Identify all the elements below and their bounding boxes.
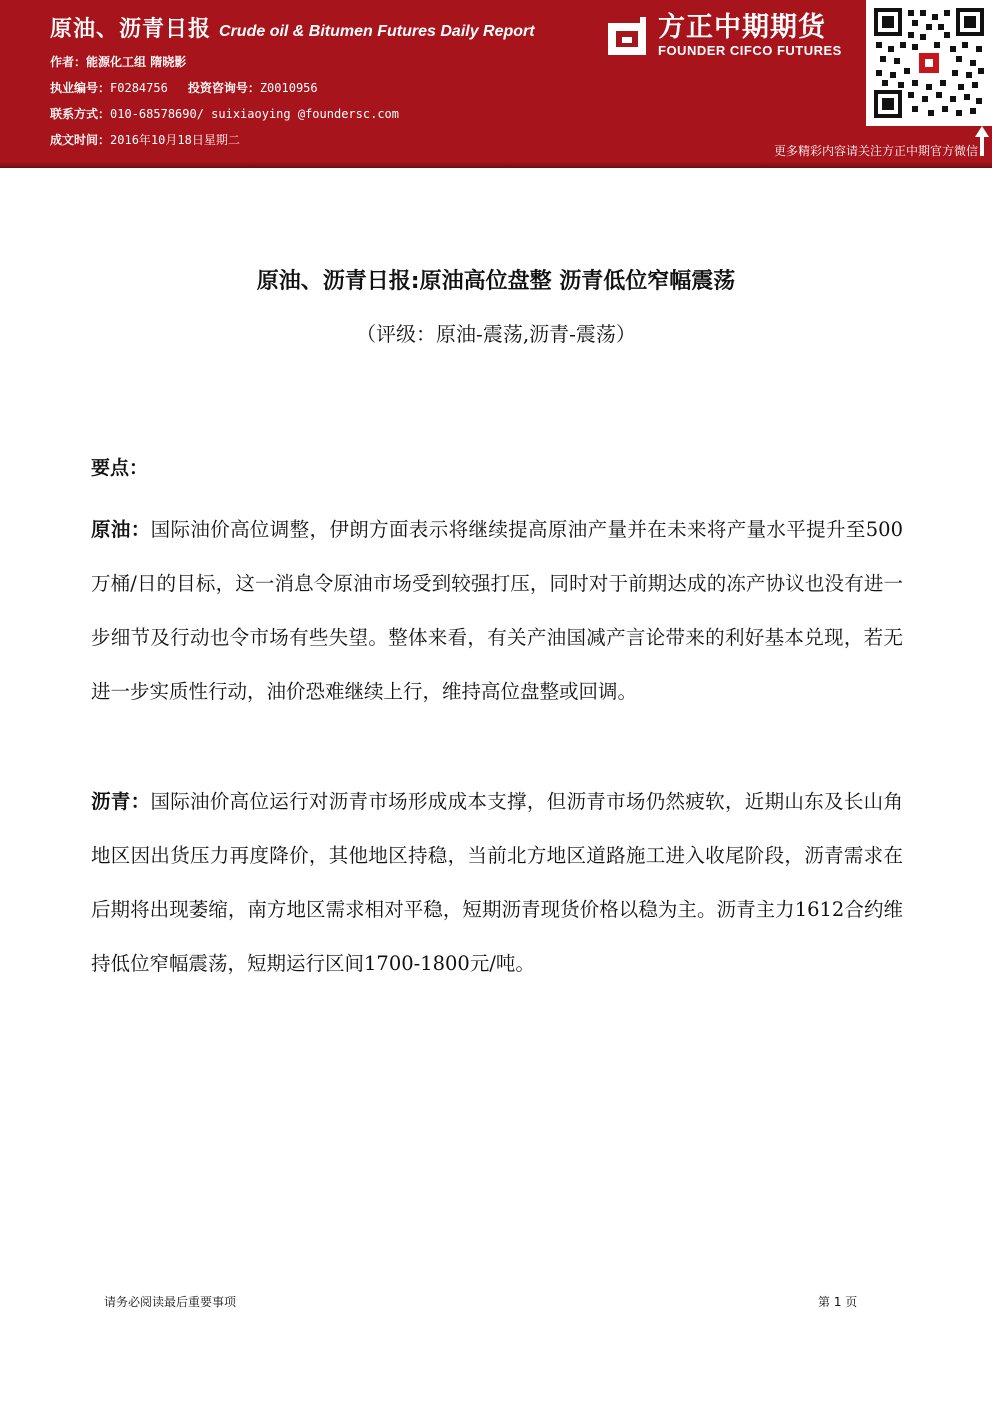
bitumen-text: 国际油价高位运行对沥青市场形成成本支撑，但沥青市场仍然疲软，近期山东及长山角地区因出货压力再度降价，其他地区持稳，当前北方地区道路施工进入收尾阶段，沥青需求在后期将出现萎缩，南方地区需求相对平稳，短期沥青现货价格以稳为主。沥青主力1612合约维持低位窄幅震荡，短期运行区间1700-1800元/吨。: [91, 790, 903, 975]
consult-label: 投资咨询号：: [187, 81, 260, 95]
key-points-heading: 要点：: [91, 457, 149, 479]
qr-code-icon: [872, 6, 986, 120]
date-line: [50, 132, 399, 158]
page-number: 第 1 页: [818, 1295, 858, 1309]
author-line: [50, 54, 399, 80]
document-rating: （评级：原油-震荡,沥青-震荡）: [356, 322, 636, 346]
header-meta: [50, 54, 399, 158]
footer-disclaimer: 请务必阅读最后重要事项: [104, 1295, 237, 1309]
date-value: 2016年10月18日星期二: [110, 133, 240, 147]
license-value: F0284756: [110, 81, 168, 95]
consult-value: Z0010956: [259, 81, 318, 95]
author-value: 能源化工组 隋晓影: [86, 55, 187, 69]
bitumen-label: 沥青：: [91, 790, 151, 813]
contact-label: 联系方式：: [50, 107, 111, 121]
wechat-qr-code: [866, 0, 992, 126]
wechat-follow-note: 更多精彩内容请关注方正中期官方微信: [773, 144, 978, 158]
contact-line: [50, 106, 399, 132]
logo-text-en: FOUNDER CIFCO FUTURES: [658, 43, 842, 58]
crude-oil-label: 原油：: [91, 518, 151, 541]
date-label: 成文时间：: [50, 133, 111, 147]
header-title-cn: 原油、沥青日报: [50, 17, 212, 42]
author-label: 作者：: [50, 55, 87, 69]
logo-text-cn: 方正中期期货: [658, 12, 826, 43]
header-title-en: Crude oil & Bitumen Futures Daily Report: [219, 23, 535, 40]
header-title: [50, 12, 535, 46]
header-divider: [0, 162, 992, 168]
report-header: [0, 0, 992, 162]
company-logo: [604, 8, 859, 64]
license-label: 执业编号：: [50, 81, 111, 95]
license-line: [50, 80, 399, 106]
crude-oil-paragraph: [91, 503, 903, 719]
document-title: 原油、沥青日报:原油高位盘整 沥青低位窄幅震荡: [256, 269, 736, 294]
crude-oil-text: 国际油价高位调整，伊朗方面表示将继续提高原油产量并在未来将产量水平提升至500万桶/日的目标，这一消息令原油市场受到较强打压，同时对于前期达成的冻产协议也没有进一步细节及行动也令市场有些失望。整体来看，有关产油国减产言论带来的利好基本兑现，若无进一步实质性行动，油价恐难继续上行，维持高位盘整或回调。: [91, 518, 903, 703]
contact-value: 010-68578690/ suixiaoying @foundersc.com: [110, 107, 399, 121]
logo-mark-icon: [604, 13, 650, 59]
bitumen-paragraph: [91, 775, 903, 991]
